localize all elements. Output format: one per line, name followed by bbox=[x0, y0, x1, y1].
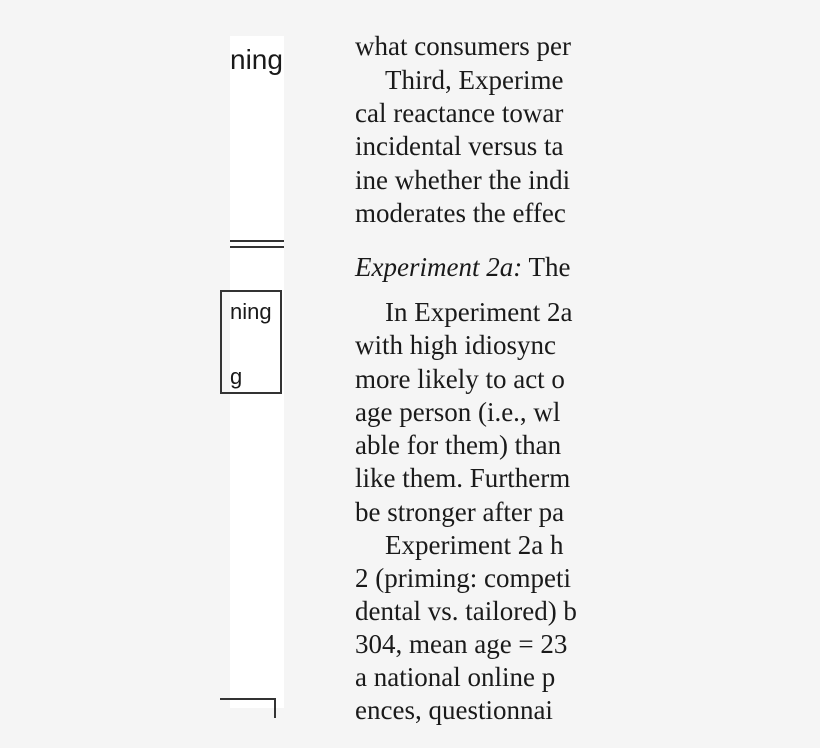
body-line: a national online p bbox=[355, 662, 556, 692]
figure-box-mark: g bbox=[230, 364, 243, 389]
body-line: moderates the effec bbox=[355, 198, 566, 228]
body-line: 304, mean age = 23 bbox=[355, 629, 568, 659]
body-line: able for them) than bbox=[355, 430, 562, 460]
text-column bbox=[355, 30, 589, 725]
body-line: In Experiment 2a bbox=[385, 297, 573, 327]
body-line: incidental versus ta bbox=[355, 131, 564, 161]
body-line: Experiment 2a h bbox=[385, 530, 564, 560]
section-heading bbox=[355, 251, 570, 284]
section-heading-label: Experiment 2a: bbox=[355, 252, 523, 282]
body-line: with high idiosync bbox=[355, 330, 556, 360]
body-line: age person (i.e., wl bbox=[355, 397, 561, 427]
section-heading-title: The bbox=[522, 252, 571, 282]
figure-box-bottom bbox=[220, 698, 276, 718]
body-line: dental vs. tailored) b bbox=[355, 596, 577, 626]
body-line: be stronger after pa bbox=[355, 497, 565, 527]
body-line: like them. Furtherm bbox=[355, 463, 571, 493]
left-page-text: ning bbox=[230, 44, 283, 75]
body-line: what consumers per bbox=[355, 31, 571, 61]
body-line: ences, questionnai bbox=[355, 695, 553, 725]
left-page-fragment bbox=[230, 36, 284, 708]
body-line: Third, Experime bbox=[385, 65, 564, 95]
body-line: 2 (priming: competi bbox=[355, 563, 571, 593]
body-line: more likely to act o bbox=[355, 364, 565, 394]
table-double-rule bbox=[230, 240, 284, 248]
body-line: ine whether the indi bbox=[355, 165, 571, 195]
figure-box-label: ning bbox=[230, 299, 272, 324]
body-line: cal reactance towar bbox=[355, 98, 564, 128]
